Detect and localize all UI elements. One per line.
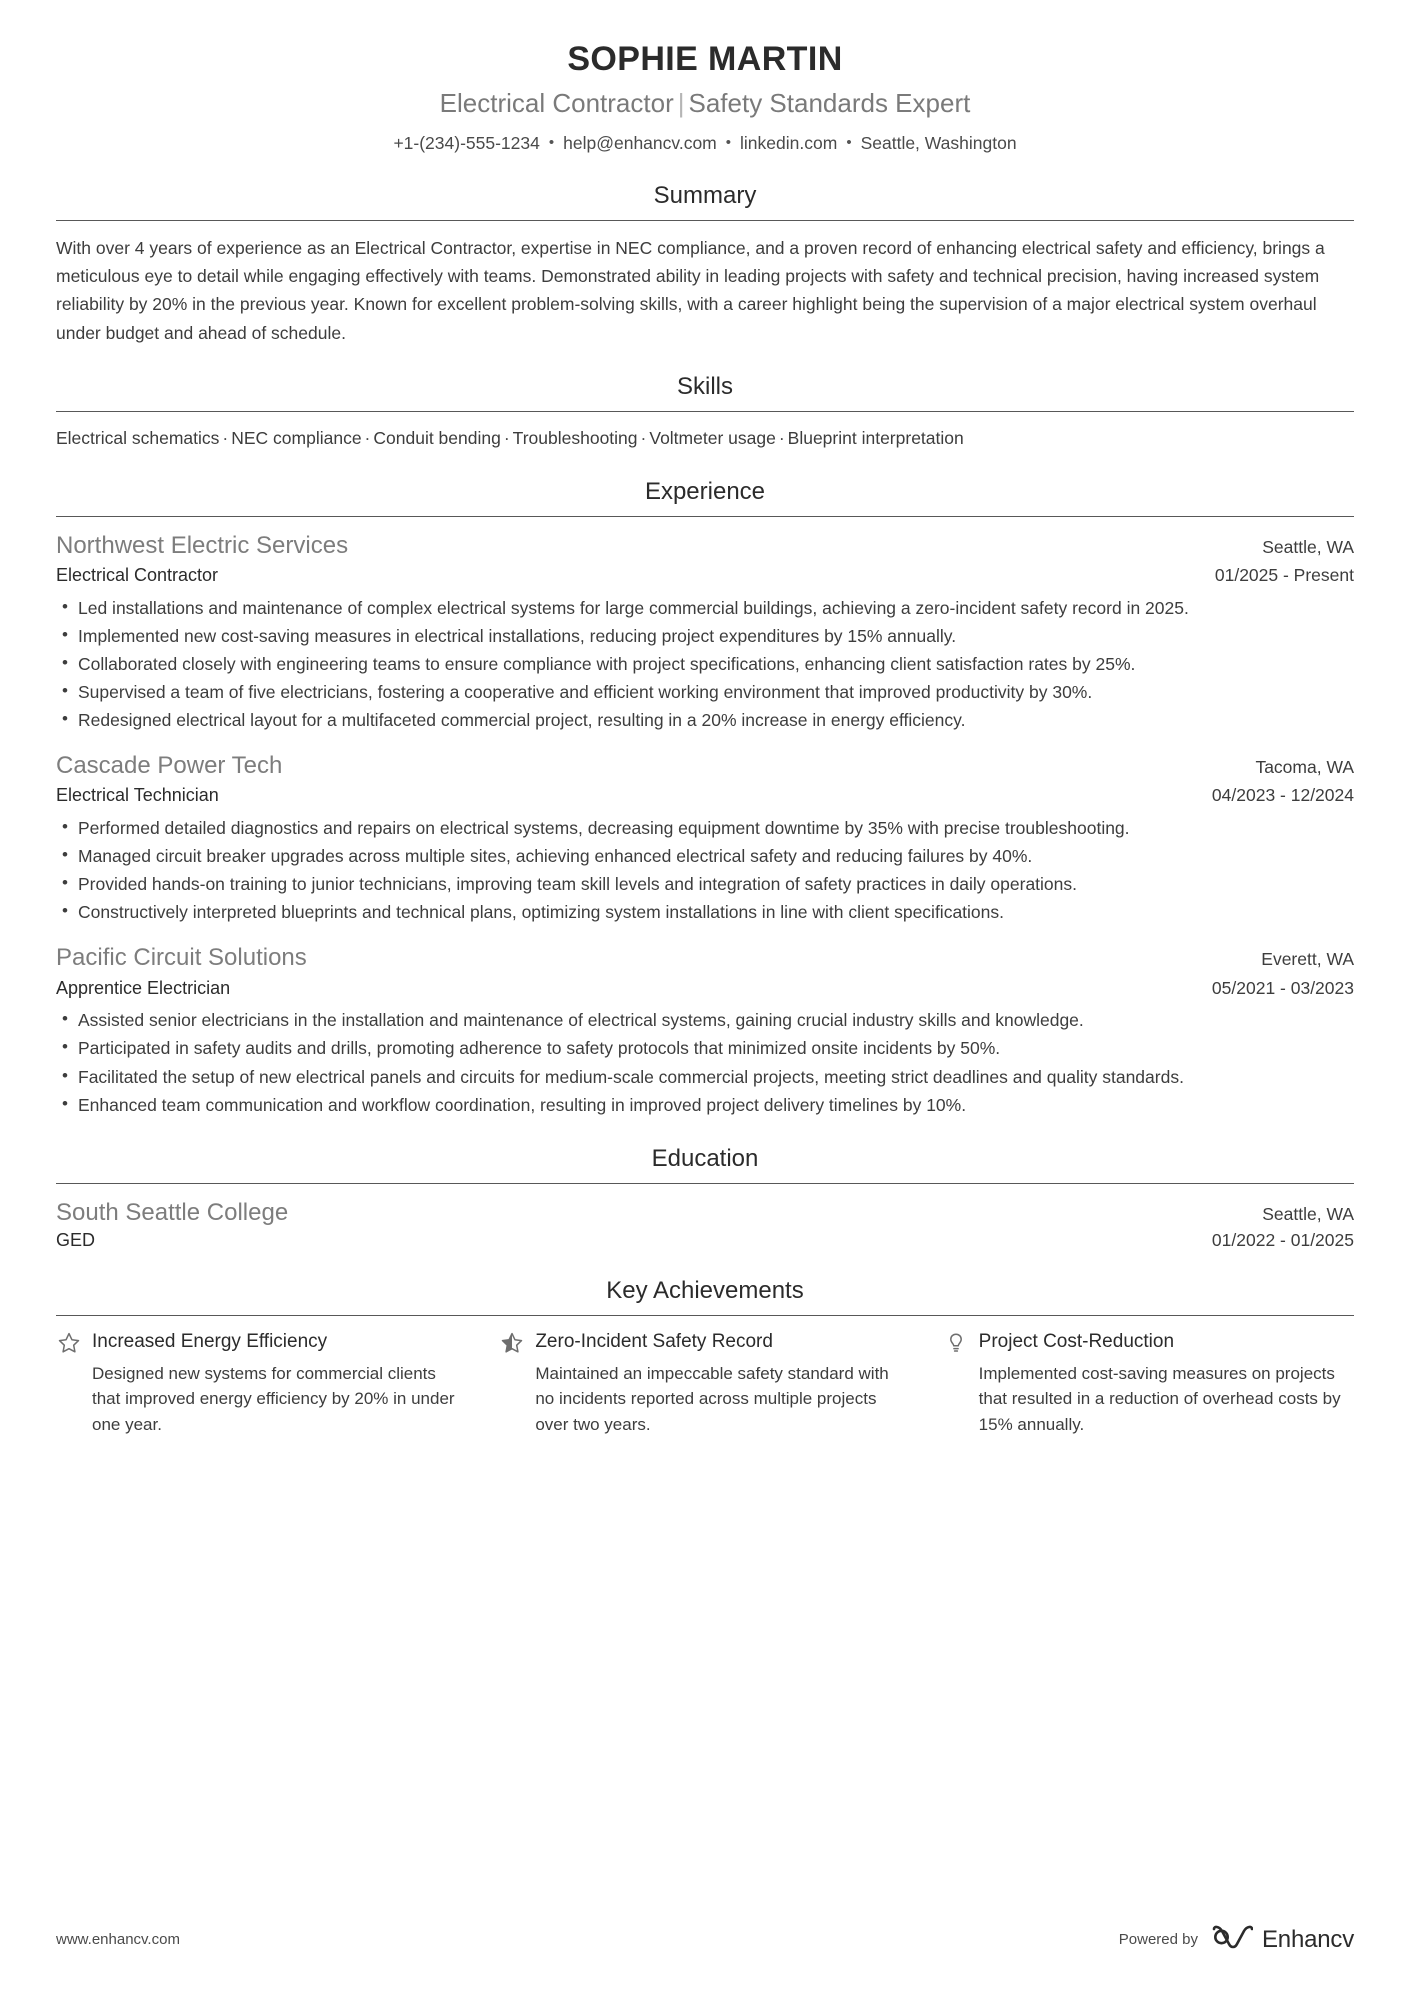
skills-list bbox=[56, 425, 1354, 452]
experience-entry-header bbox=[56, 942, 1354, 973]
job-location: Seattle, WA bbox=[1262, 536, 1354, 557]
skill-separator: · bbox=[640, 427, 647, 448]
experience-entries bbox=[56, 517, 1354, 1119]
contact-linkedin[interactable]: linkedin.com bbox=[740, 133, 838, 154]
achievement-description: Designed new systems for commercial clients that improved energy efficiency by 20% in under one year. bbox=[92, 1363, 455, 1434]
job-bullet-list bbox=[56, 1007, 1354, 1119]
school-location: Seattle, WA bbox=[1262, 1203, 1354, 1224]
job-bullet: • Redesigned electrical layout for a multifaceted commercial project, resulting in a 20% increase in energy efficiency. bbox=[56, 707, 1354, 734]
job-bullet: • Performed detailed diagnostics and repairs on electrical systems, decreasing equipment downtime by 35% with precise troubleshooting. bbox=[56, 815, 1354, 842]
experience-entry-header bbox=[56, 530, 1354, 561]
job-bullet: • Constructively interpreted blueprints and technical plans, optimizing system installations in line with client specifications. bbox=[56, 899, 1354, 926]
job-bullet-list bbox=[56, 815, 1354, 927]
job-dates: 04/2023 - 12/2024 bbox=[1211, 785, 1354, 806]
contact-phone: +1-(234)-555-1234 bbox=[393, 133, 540, 154]
section-heading-summary: Summary bbox=[653, 181, 757, 209]
job-location: Tacoma, WA bbox=[1255, 757, 1354, 778]
skill-item: Voltmeter usage bbox=[649, 427, 776, 448]
achievement-title: Increased Energy Efficiency bbox=[92, 1331, 328, 1353]
contact-email[interactable]: help@enhancv.com bbox=[563, 133, 717, 154]
skill-separator: · bbox=[778, 427, 785, 448]
job-bullet: • Collaborated closely with engineering teams to ensure compliance with project specifications, enhancing client satisfaction rates by 25%. bbox=[56, 651, 1354, 678]
job-bullet: • Enhanced team communication and workflow coordination, resulting in improved project delivery timelines by 10%. bbox=[56, 1092, 1354, 1119]
achievement-card bbox=[56, 1330, 467, 1438]
summary-text: With over 4 years of experience as an Electrical Contractor, expertise in NEC compliance, and a proven record of enhancing electrical safety and efficiency, brings a meticulous eye to detail while engaging effectively with teams. Demonstrated ability in leading projects with safety and technical precision, having increased system reliability by 20% in the previous year. Known for excellent problem-solving skills, with a career highlight being the supervision of a major electrical system overhaul under budget and ahead of schedule. bbox=[56, 237, 1325, 343]
achievement-description: Maintained an impeccable safety standard with no incidents reported across multiple projects over two years. bbox=[535, 1363, 889, 1434]
lightbulb-icon bbox=[943, 1330, 969, 1356]
achievement-card bbox=[499, 1330, 910, 1438]
professional-headline bbox=[56, 87, 1354, 121]
section-heading-key-achievements: Key Achievements bbox=[606, 1276, 804, 1304]
star-half-filled-icon bbox=[499, 1330, 525, 1356]
enhancv-brand bbox=[1211, 1924, 1354, 1955]
headline-divider: | bbox=[677, 87, 685, 118]
job-bullet: • Supervised a team of five electricians, fostering a cooperative and efficient working environment that improved productivity by 30%. bbox=[56, 679, 1354, 706]
company-name: Pacific Circuit Solutions bbox=[56, 944, 307, 972]
page-title: SOPHIE MARTIN bbox=[567, 40, 843, 78]
job-title: Electrical Technician bbox=[56, 785, 219, 806]
section-education bbox=[56, 1145, 1354, 1251]
company-name: Cascade Power Tech bbox=[56, 752, 283, 780]
achievement-card bbox=[943, 1330, 1354, 1438]
school-name: South Seattle College bbox=[56, 1198, 289, 1226]
skill-separator: · bbox=[222, 427, 229, 448]
education-dates: 01/2022 - 01/2025 bbox=[1211, 1229, 1354, 1250]
job-bullet: • Provided hands-on training to junior technicians, improving team skill levels and integration of safety practices in daily operations. bbox=[56, 871, 1354, 898]
section-summary bbox=[56, 182, 1354, 347]
skill-item: Troubleshooting bbox=[512, 427, 638, 448]
job-bullet: • Implemented new cost-saving measures in electrical installations, reducing project expenditures by 15% annually. bbox=[56, 623, 1354, 650]
experience-entry-subheader bbox=[56, 976, 1354, 1001]
job-title: Apprentice Electrician bbox=[56, 977, 231, 998]
footer-website-link[interactable]: www.enhancv.com bbox=[56, 1931, 180, 1948]
job-dates: 01/2025 - Present bbox=[1214, 564, 1354, 585]
achievement-header bbox=[943, 1330, 1354, 1356]
section-skills bbox=[56, 373, 1354, 452]
contact-separator: • bbox=[846, 134, 852, 152]
headline-primary: Electrical Contractor bbox=[439, 87, 674, 118]
job-dates: 05/2021 - 03/2023 bbox=[1211, 977, 1354, 998]
enhancv-logo-icon bbox=[1211, 1924, 1253, 1955]
job-bullet: • Managed circuit breaker upgrades across multiple sites, achieving enhanced electrical safety and reducing failures by 40%. bbox=[56, 843, 1354, 870]
experience-entry-subheader bbox=[56, 783, 1354, 808]
experience-entry bbox=[56, 530, 1354, 734]
section-heading-education: Education bbox=[651, 1144, 759, 1172]
skill-separator: · bbox=[364, 427, 371, 448]
star-outline-icon bbox=[56, 1330, 82, 1356]
page-footer bbox=[56, 1924, 1354, 1955]
job-bullet-list bbox=[56, 595, 1354, 735]
skill-item: Blueprint interpretation bbox=[787, 427, 964, 448]
contact-separator: • bbox=[548, 134, 555, 152]
job-bullet: • Assisted senior electricians in the installation and maintenance of electrical systems, gaining crucial industry skills and knowledge. bbox=[56, 1007, 1354, 1034]
education-entries bbox=[56, 1184, 1354, 1251]
experience-entry-subheader bbox=[56, 563, 1354, 588]
skill-item: Electrical schematics bbox=[56, 427, 220, 448]
achievement-title: Zero-Incident Safety Record bbox=[535, 1331, 773, 1353]
education-entry-header bbox=[56, 1197, 1354, 1228]
experience-entry-header bbox=[56, 750, 1354, 781]
section-experience bbox=[56, 478, 1354, 1119]
job-title: Electrical Contractor bbox=[56, 564, 219, 585]
contact-info bbox=[56, 131, 1354, 156]
resume-header bbox=[56, 38, 1354, 156]
section-heading-skills: Skills bbox=[676, 372, 733, 400]
job-location: Everett, WA bbox=[1261, 949, 1354, 970]
degree-name: GED bbox=[56, 1229, 96, 1250]
job-bullet: • Facilitated the setup of new electrical panels and circuits for medium-scale commercial projects, meeting strict deadlines and quality standards. bbox=[56, 1064, 1354, 1091]
contact-location: Seattle, Washington bbox=[860, 133, 1017, 154]
company-name: Northwest Electric Services bbox=[56, 531, 349, 559]
achievement-cards bbox=[56, 1316, 1354, 1438]
section-key-achievements bbox=[56, 1277, 1354, 1437]
achievement-description: Implemented cost-saving measures on projects that resulted in a reduction of overhead costs by 15% annually. bbox=[978, 1363, 1341, 1434]
skill-item: NEC compliance bbox=[231, 427, 362, 448]
achievement-header bbox=[56, 1330, 467, 1356]
section-heading-experience: Experience bbox=[644, 477, 766, 505]
headline-secondary: Safety Standards Expert bbox=[688, 87, 971, 118]
experience-entry bbox=[56, 942, 1354, 1118]
contact-separator: • bbox=[725, 134, 732, 152]
powered-by-label: Powered by bbox=[1118, 1931, 1198, 1948]
education-entry bbox=[56, 1197, 1354, 1251]
skill-item: Conduit bending bbox=[373, 427, 501, 448]
experience-entry bbox=[56, 750, 1354, 926]
job-bullet: • Participated in safety audits and drills, promoting adherence to safety protocols that minimized onsite incidents by 50%. bbox=[56, 1035, 1354, 1062]
achievement-title: Project Cost-Reduction bbox=[978, 1331, 1175, 1353]
job-bullet: • Led installations and maintenance of complex electrical systems for large commercial buildings, achieving a zero-incident safety record in 2025. bbox=[56, 595, 1354, 622]
education-entry-subheader bbox=[56, 1230, 1354, 1251]
enhancv-brand-name: Enhancv bbox=[1262, 1925, 1354, 1953]
achievement-header bbox=[499, 1330, 910, 1356]
skill-separator: · bbox=[503, 427, 510, 448]
